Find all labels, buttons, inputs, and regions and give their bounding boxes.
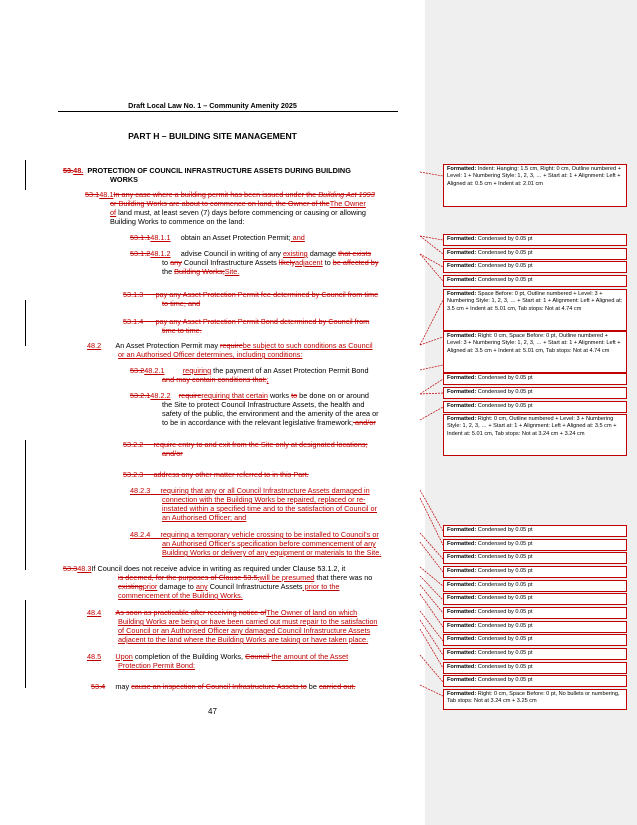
comment-box[interactable]: Formatted: Condensed by 0.05 pt <box>443 648 627 660</box>
para-48-2-4: 48.2.4 requiring a temporary vehicle crossing to be installed to Council's or <box>130 530 379 539</box>
para-48-2-2: 53.2.148.2.2 requirerequiring that certain works to be done on or around <box>130 391 369 400</box>
comment-box[interactable]: Formatted: Right: 0 cm, Outline numbered + Level: 3 + Numbering Style: 1, 2, 3, … + Start at: 1 + Alignment: Left + Aligned at: 3.5 cm + Indent at: 5.01 cm, Tab stops: Not at 3.24 cm + 3.24 cm <box>443 414 627 456</box>
comment-box[interactable]: Formatted: Condensed by 0.05 pt <box>443 566 627 578</box>
para-48-1-1: 53.1.148.1.1 obtain an Asset Protection Permit; and <box>130 233 305 242</box>
para-48-1-2-line: the Building Works;Site. <box>162 267 240 276</box>
comment-box[interactable]: Formatted: Space Before: 0 pt, Outline numbered + Level: 3 + Numbering Style: 1, 2, 3, … + Start at: 1 + Alignment: Left + Aligned at: 3.5 cm + Indent at: 5.01 cm, Tab stops: Not at 4.74 cm <box>443 289 627 331</box>
comment-box[interactable]: Formatted: Indent: Hanging: 1.5 cm, Right: 0 cm, Outline numbered + Level: 1 + Numbering Style: 1, 2, 3, … + Start at: 1 + Alignment: Left + Aligned at: 0.5 cm + Indent at: 2.01 cm <box>443 164 627 207</box>
comment-box[interactable]: Formatted: Condensed by 0.05 pt <box>443 634 627 646</box>
para-48-2-3-line: an Authorised Officer; and <box>162 513 247 522</box>
para-48-2-3: 48.2.3 requiring that any or all Council Infrastructure Assets damaged in <box>130 486 370 495</box>
comment-box[interactable]: Formatted: Right: 0 cm, Space Before: 0 pt, Outline numbered + Level: 3 + Numbering Style: 1, 2, 3, … + Start at: 1 + Alignment: Left + Aligned at: 3.5 cm + Indent at: 5.01 cm, Tab stops: Not at 4.74 cm <box>443 331 627 373</box>
para-48-1-2-line: to any Council Infrastructure Assets likelyadjacent to be affected by <box>162 258 379 267</box>
para-48-3: 53.348.3If Council does not receive advice in writing as required under Clause 53.1.2, it <box>63 564 346 573</box>
para-53-2-3-deleted: 53.2.3 address any other matter referred to in this Part. <box>123 470 309 479</box>
change-bar <box>25 440 26 570</box>
para-53-1-3-line: to time; and <box>162 299 201 308</box>
header-rule <box>58 111 398 112</box>
para-48-2: 48.2 An Asset Protection Permit may requirebe subject to such conditions as Council <box>87 341 373 350</box>
para-53-2-2-deleted: 53.2.2 require entry to and exit from the Site only at designated locations; <box>123 440 368 449</box>
para-53-1-4-line: time to time. <box>162 326 202 335</box>
comment-box[interactable]: Formatted: Condensed by 0.05 pt <box>443 275 627 287</box>
para-48-5: 48.5 Upon completion of the Building Works, Council the amount of the Asset <box>87 652 349 661</box>
comment-box[interactable]: Formatted: Right: 0 cm, Space Before: 0 pt, No bullets or numbering, Tab stops: Not at 3.24 cm + 3.25 cm <box>443 689 627 710</box>
para-48-1-line: of land must, at least seven (7) days before commencing or causing or allowing <box>110 208 366 217</box>
comment-box[interactable]: Formatted: Condensed by 0.05 pt <box>443 607 627 619</box>
para-48-2-2-line: the Site to protect Council Infrastructure Assets, the health and <box>162 400 365 409</box>
para-48-1-2: 53.1.248.1.2 advise Council in writing of any existing damage that exists <box>130 249 371 258</box>
comment-box[interactable]: Formatted: Condensed by 0.05 pt <box>443 675 627 687</box>
comment-box[interactable]: Formatted: Condensed by 0.05 pt <box>443 580 627 592</box>
section-heading: 53.48. PROTECTION OF COUNCIL INFRASTRUCTURE ASSETS DURING BUILDING <box>63 166 351 175</box>
para-48-2-4-line: an Authorised Officer's specification before commencement of any <box>162 539 376 548</box>
comment-box[interactable]: Formatted: Condensed by 0.05 pt <box>443 261 627 273</box>
comment-box[interactable]: Formatted: Condensed by 0.05 pt <box>443 401 627 413</box>
para-48-3-line: is deemed, for the purposes of Clause 53.5,will be presumed that there was no <box>118 573 373 582</box>
para-48-2-2-line: to be in accordance with the relevant legislative framework; and/or <box>162 418 376 427</box>
page-header: Draft Local Law No. 1 – Community Amenity 2025 <box>128 101 297 110</box>
para-48-2-line: or an Authorised Officer determines, including conditions: <box>118 350 303 359</box>
para-53-4: 53.4 may cause an inspection of Council Infrastructure Assets to be carried out. <box>91 682 356 691</box>
para-48-3-line: existingprior damage to any Council Infrastructure Assets prior to the <box>118 582 340 591</box>
comment-box[interactable]: Formatted: Condensed by 0.05 pt <box>443 234 627 246</box>
comment-box[interactable]: Formatted: Condensed by 0.05 pt <box>443 373 627 385</box>
para-53-1-4-deleted: 53.1.4 pay any Asset Protection Permit Bond determined by Council from <box>123 317 370 326</box>
para-48-1-line: Building Works to commence on the land: <box>110 217 245 226</box>
para-48-2-1-line: and may contain conditions that:; <box>162 375 269 384</box>
change-bar <box>25 300 26 346</box>
comment-box[interactable]: Formatted: Condensed by 0.05 pt <box>443 552 627 564</box>
para-48-4-line: adjacent to the land where the Building Works are taking or have taken place. <box>118 635 369 644</box>
para-53-1-3-deleted: 53.1.3 pay any Asset Protection Permit fee determined by Council from time <box>123 290 379 299</box>
para-48-5-line: Protection Permit Bond: <box>118 661 196 670</box>
comment-box[interactable]: Formatted: Condensed by 0.05 pt <box>443 662 627 674</box>
comment-box[interactable]: Formatted: Condensed by 0.05 pt <box>443 593 627 605</box>
para-48-3-line: commencement of the Building Works. <box>118 591 243 600</box>
comment-box[interactable]: Formatted: Condensed by 0.05 pt <box>443 539 627 551</box>
para-48-2-3-line: connection with the Building Works be repaired, replaced or re- <box>162 495 366 504</box>
page-number: 47 <box>208 707 217 716</box>
change-bar <box>25 160 26 190</box>
para-48-2-2-line: safety of the public, the environment and the amenity of the area or <box>162 409 379 418</box>
para-48-2-1: 53.248.2.1 requiring the payment of an Asset Protection Permit Bond <box>130 366 369 375</box>
para-48-4: 48.4 As soon as practicable after receiving notice ofThe Owner of land on which <box>87 608 358 617</box>
change-bar <box>25 600 26 688</box>
comment-box[interactable]: Formatted: Condensed by 0.05 pt <box>443 621 627 633</box>
para-48-4-line: of Council or an Authorised Officer any damaged Council Infrastructure Assets <box>118 626 371 635</box>
para-48-2-3-line: instated within a specified time and to the satisfaction of Council or <box>162 504 377 513</box>
para-48-4-line: Building Works are being or have been carried out must repair to the satisfaction <box>118 617 378 626</box>
part-heading: PART H – BUILDING SITE MANAGEMENT <box>128 131 297 141</box>
para-48-1-line: or Building Works are about to commence on land, the Owner of theThe Owner <box>110 199 366 208</box>
para-48-1: 53.148.1In any case where a building permit has been issued under the Building Act 1993 <box>85 190 375 199</box>
comment-box[interactable]: Formatted: Condensed by 0.05 pt <box>443 248 627 260</box>
comment-box[interactable]: Formatted: Condensed by 0.05 pt <box>443 387 627 399</box>
para-53-2-2-line: and/or <box>162 449 183 458</box>
section-heading-cont: WORKS <box>110 175 138 184</box>
comment-box[interactable]: Formatted: Condensed by 0.05 pt <box>443 525 627 537</box>
para-48-2-4-line: Building Works or delivery of any equipment or materials to the Site. <box>162 548 382 557</box>
